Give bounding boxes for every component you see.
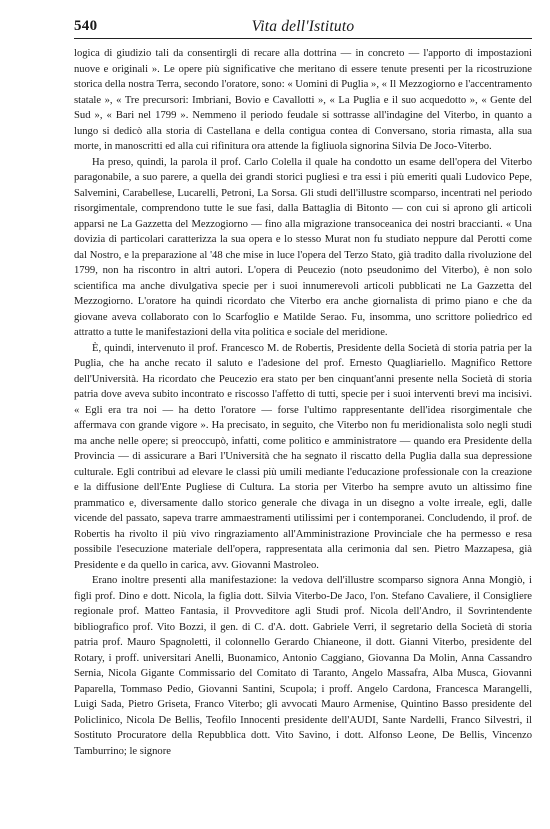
page-number: 540 [74,18,98,34]
paragraph-attendees: Erano inoltre presenti alla manifestazione: la vedova dell'illustre scomparso signora Anna Mongiò, i figli prof. Dino e dott. Nicola, la figlia dott. Silvia Viterbo-De Jaco, l'on. Stefano Cavaliere, il Consigliere regionale prof. Matteo Fantasia, il Provveditore agli Studi prof. Nicola dell'Andro, il Sovrintendente bibliografico prof. Vito Bozzi, il gen. di C. d'A. dott. Gabriele Verri, il segretario della Società di storia patria prof. Mauro Spagnoletti, il colonnello Gerardo Chianeone, il dott. Gianni Viterbo, presidente del Rotary, i proff. universitari Anelli, Buonamico, Antonio Caggiano, Giovanna Da Molin, Anna Cassandro Sernia, Nicola Gigante Commissario del Comitato di Taranto, Angelo Massafra, Alba Musca, Giovanni Paparella, Tommaso Pedio, Giovanni Santini, Scupola; i proff. Angelo Cardona, Francesca Marangelli, Luigi Sada, Pietro Griseta, Franco Viterbo; gli avvocati Mauro Armenise, Quintino Basso presidente del Policlinico, Nicola De Bellis, Teofilo Innocenti presidente dell'AUDI, Sante Nardelli, Franco Silvestri, il Sostituto Procuratore della Repubblica dott. Vito Savino, i dott. Alfonso Leone, De Bellis, Vincenzo Tamburrino; le signore [74,575,532,757]
article-body [74,46,532,759]
paragraph-de-robertis-speech: È, quindi, intervenuto il prof. Francesco M. de Robertis, Presidente della Società di storia patria per la Puglia, che ha anche recato il saluto e l'adesione del prof. Ernesto Quagliariello. Magnifico Rettore dell'Università. Ha ricordato che Peucezio era stato per ben cinquant'anni presente nella Società di storia patria dove aveva subito incontrato e riscosso l'affetto di tutti, specie per i suoi interventi brevi ma incisivi. « Egli era tra noi — ha detto l'oratore — forse l'ultimo rappresentante dell'idea risorgimentale che affermava con grande vigore ». Ha precisato, in seguito, che Viterbo non fu meridionalista solo negli studi ma anche nelle opere; si preoccupò, infatti, come politico e amministratore — quando era Presidente della Provincia — di assicurare a Bari l'Università che ha segnato il riscatto della Puglia dalla sua depressione culturale. Egli contribuì ad elevare le classi più umili mediante l'educazione professionale con la creazione e la diffusione dell'Ente Pugliese di Cultura. La storia per Viterbo ha sempre avuto un altissimo fine prammatico e, diversamente dallo storico generale che divaga in un disegno a volte irreale, egli, dalle vicende del passato, sapeva trarre ammaestramenti utilissimi per i contemporanei. Concludendo, il prof. de Robertis ha rivolto il più vivo ringraziamento all'Amministrazione Provinciale che ha permesso e resa possibile l'esecuzione materiale dell'opera, rappresentata alla cerimonia dal sen. Pietro Mazzapesa, già Presidente e da quello in carica, avv. Giovanni Mastroleo. [74,342,532,571]
paragraph-viterbo-works: logica di giudizio tali da consentirgli di recare alla dottrina — in concreto — l'apporto di impostazioni nuove e originali ». Le opere più significative che meritano di essere tenute presenti per la ricostruzione storica della nostra Terra, secondo l'oratore, sono: « Uomini di Puglia », « Il Mezzogiorno e l'accentramento statale », « Tre precursori: Imbriani, Bovio e Cavallotti », « La Puglia e il suo acquedotto », « Gente del Sud », « Bari nel 1799 ». Nemmeno il periodo feudale si sottrasse all'indagine del Viterbo, in quanto a lungo si dedicò alla storia di Castellana e della contigua contea di Conversano, storia rimasta, alla sua morte, in manoscritti ed alla cui rifinitura ora attende la figliuola signorina Silvia De Joco-Viterbo. [74,48,532,152]
running-title: Vita dell'Istituto [251,18,355,35]
running-head [74,18,532,36]
paragraph-colella-speech: Ha preso, quindi, la parola il prof. Carlo Colella il quale ha condotto un esame dell'opera del Viterbo paragonabile, a suo parere, a quella dei grandi storici pugliesi e tra essi i più emeriti quali Ludovico Pepe, Salvemini, Carabellese, Lucarelli, Petroni, La Sorsa. Gli studi dell'illustre scomparso, incentrati nel periodo risorgimentale, comprendono tutte le sue fasi, dalla Battaglia di Bitonto — con cui si aprono gli articoli apparsi ne La Gazzetta del Mezzogiorno — fino alla migrazione transoceanica dei nostri braccianti. « Una dovizia di particolari caratterizza la sua opera e lo stesso Murat non fu studiato neppure dal Perotti come dal Nostro, e la preparazione al '48 che mise in luce l'opera del Terzo Stato, già tradito dalla rivoluzione del 1799, non ha riscontro in altri autori. L'opera di Peucezio (noto pseudonimo del Viterbo), è non solo scientifica ma anche divulgativa specie per i suoi innumerevoli articoli pubblicati ne La Gazzetta del Mezzogiorno. L'oratore ha quindi ricordato che Viterbo era anche giornalista di primo piano e che da giovane aveva collaborato con lo Scarfoglio e Matilde Serao. Fu, insomma, uno scrittore poliedrico ed attratto a tutte le manifestazioni della vita politica e sociale del meridione. [74,156,532,338]
header-rule [74,38,532,39]
